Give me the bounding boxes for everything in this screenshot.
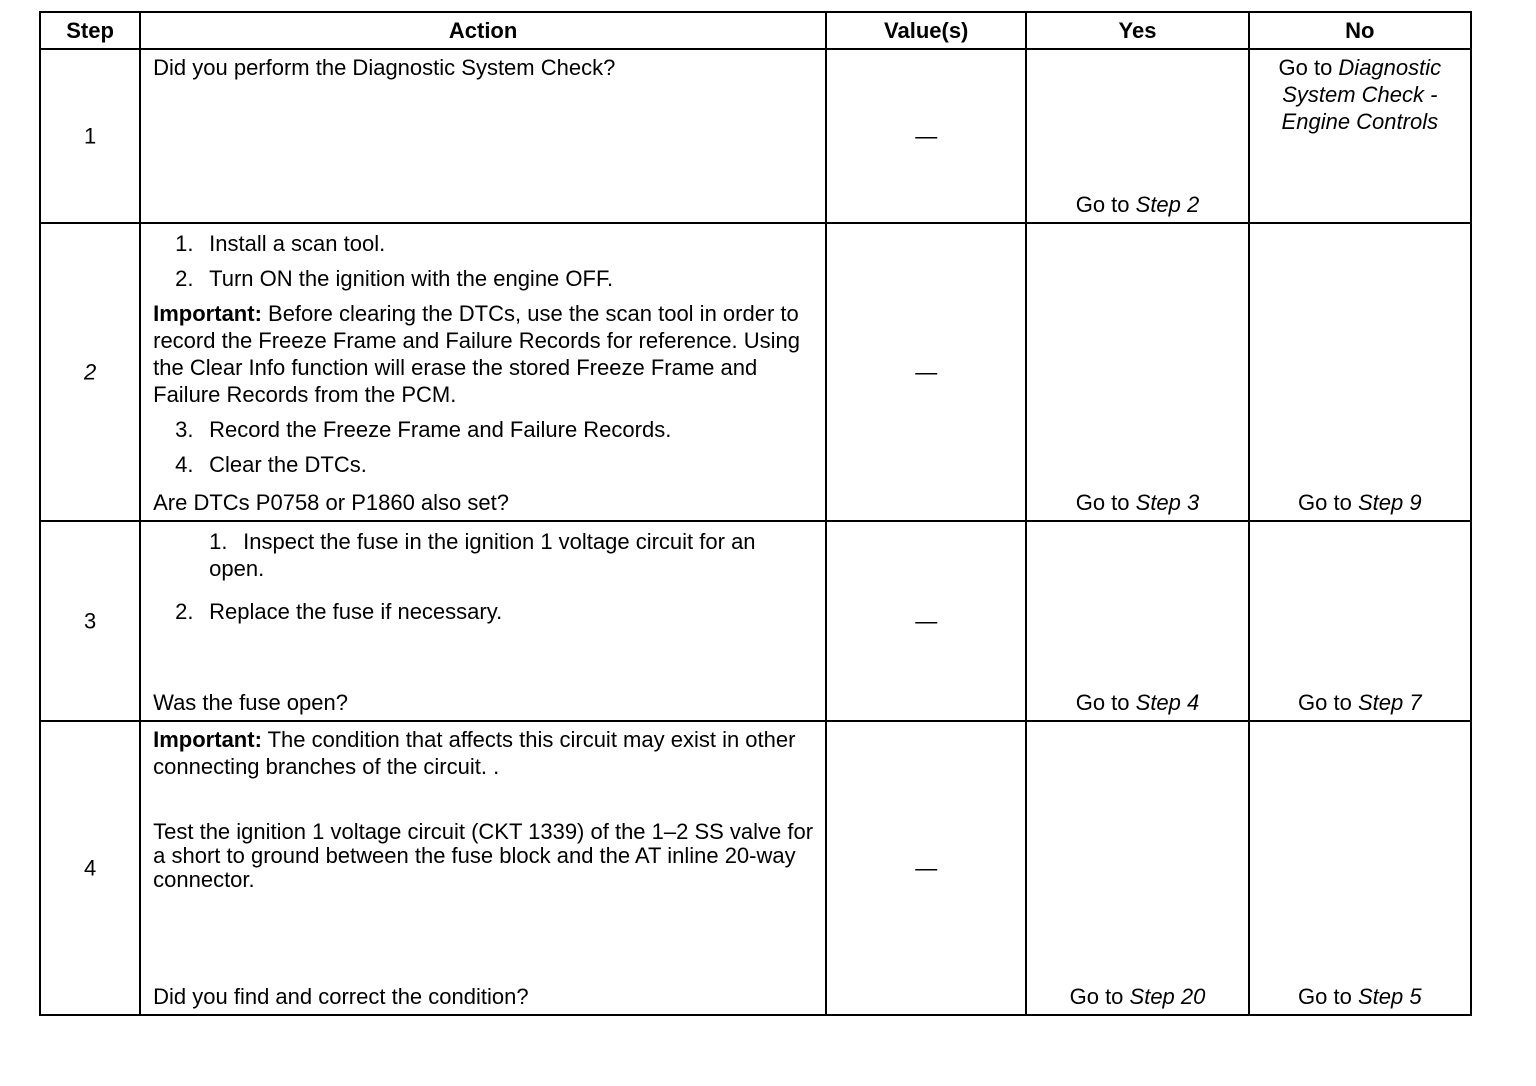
step-number: 4	[83, 855, 97, 881]
value-cell	[826, 223, 1026, 521]
header-no: No	[1249, 12, 1471, 49]
no-cell	[1249, 223, 1471, 521]
list-item: 1. Inspect the fuse in the ignition 1 voltage circuit for an open.	[209, 529, 756, 581]
action-list	[153, 416, 813, 478]
table-row	[40, 721, 1471, 1015]
list-item: 4. Clear the DTCs.	[175, 452, 367, 477]
header-action: Action	[140, 12, 826, 49]
important-note: Important: Before clearing the DTCs, use the scan tool in order to record the Freeze Frame and Failure Records for reference. Using the Clear Info function will erase the stored Freeze Frame and Failure Records from the PCM.	[153, 301, 800, 407]
table-row	[40, 223, 1471, 521]
step-cell	[40, 721, 140, 1015]
action-cell	[140, 521, 826, 721]
action-question: Are DTCs P0758 or P1860 also set?	[153, 490, 509, 515]
action-question: Did you find and correct the condition?	[153, 984, 529, 1009]
step-cell	[40, 223, 140, 521]
yes-cell	[1026, 721, 1248, 1015]
value-text: —	[915, 608, 938, 634]
value-text: —	[915, 359, 938, 385]
header-values: Value(s)	[826, 12, 1026, 49]
header-yes: Yes	[1026, 12, 1248, 49]
action-list	[153, 230, 813, 292]
table-row	[40, 49, 1471, 223]
list-item: 2. Turn ON the ignition with the engine OFF.	[175, 266, 614, 291]
diagnostic-table	[39, 11, 1472, 1016]
yes-cell	[1026, 521, 1248, 721]
test-instruction: Test the ignition 1 voltage circuit (CKT 1339) of the 1–2 SS valve for a short to ground between the fuse block and the AT inline 20-way connector.	[153, 819, 814, 892]
value-cell	[826, 49, 1026, 223]
list-item: 2. Replace the fuse if necessary.	[175, 599, 503, 624]
no-goto[interactable]: Go to Diagnostic System Check - Engine Controls	[1278, 55, 1442, 134]
table-row	[40, 521, 1471, 721]
step-number: 2	[83, 359, 97, 385]
important-note: Important: The condition that affects this circuit may exist in other connecting branches of the circuit. .	[153, 727, 796, 779]
yes-goto[interactable]: Go to Step 3	[1075, 490, 1200, 515]
no-goto[interactable]: Go to Step 7	[1298, 690, 1422, 715]
value-cell	[826, 521, 1026, 721]
action-cell	[140, 223, 826, 521]
no-goto[interactable]: Go to Step 5	[1298, 984, 1422, 1009]
step-number: 1	[83, 123, 97, 149]
yes-cell	[1026, 223, 1248, 521]
yes-cell	[1026, 49, 1248, 223]
yes-goto[interactable]: Go to Step 4	[1075, 690, 1200, 715]
no-cell	[1249, 49, 1471, 223]
action-cell	[140, 49, 826, 223]
step-cell	[40, 49, 140, 223]
step-number: 3	[83, 608, 97, 634]
no-goto[interactable]: Go to Step 9	[1298, 490, 1422, 515]
list-item: 3. Record the Freeze Frame and Failure Records.	[175, 417, 672, 442]
yes-goto[interactable]: Go to Step 20	[1069, 984, 1206, 1009]
header-row	[40, 12, 1471, 49]
no-cell	[1249, 721, 1471, 1015]
value-text: —	[915, 855, 938, 881]
action-cell	[140, 721, 826, 1015]
action-question: Did you perform the Diagnostic System Check?	[153, 55, 616, 80]
list-item: 1. Install a scan tool.	[175, 231, 386, 256]
value-cell	[826, 721, 1026, 1015]
action-question: Was the fuse open?	[153, 690, 348, 715]
header-step: Step	[40, 12, 140, 49]
no-cell	[1249, 521, 1471, 721]
action-list	[153, 528, 813, 625]
step-cell	[40, 521, 140, 721]
yes-goto[interactable]: Go to Step 2	[1075, 192, 1200, 217]
value-text: —	[915, 123, 938, 149]
